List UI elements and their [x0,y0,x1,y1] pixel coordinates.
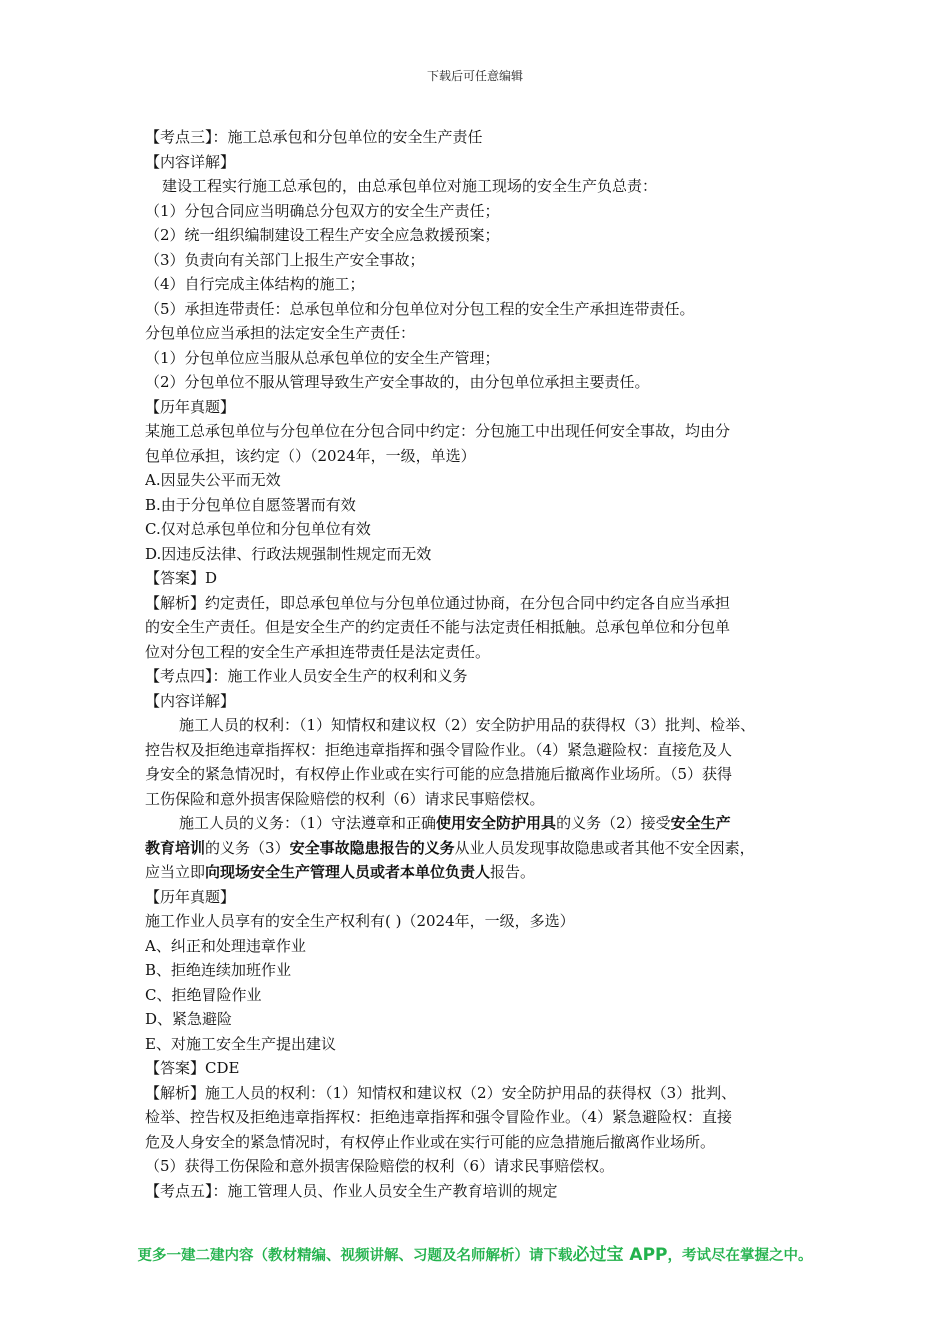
answer-label: 【答案】 [145,569,206,587]
section-title: 【考点四】：施工作业人员安全生产的权利和义务 [145,667,468,685]
list-item: （1）分包合同应当明确总分包双方的安全生产责任； [145,201,500,220]
option: B、拒绝连续加班作业 [145,961,292,979]
paragraph: 建设工程实行施工总承包的，由总承包单位对施工现场的安全生产负总责： [162,177,658,195]
watermark: 下载后可任意编辑 [426,69,523,83]
option: A.因显失公平而无效 [145,471,281,489]
duties-segment: 报告。 [490,863,536,881]
exam-label: 【历年真题】 [145,887,236,906]
analysis-text: 检举、控告权及拒绝违章指挥权：拒绝违章指挥和强令冒险作业。（4）紧急避险权：直接 [145,1108,733,1126]
rights-text: 施工人员的权利：（1）知情权和建议权（2）安全防护用品的获得权（3）批判、检举、 [179,716,756,734]
duties-emphasis: 教育培训 [145,838,206,857]
rights-text: 工伤保险和意外损害保险赔偿的权利（6）请求民事赔偿权。 [145,789,545,808]
paragraph: 分包单位应当承担的法定安全生产责任： [145,324,416,342]
analysis-row [145,591,825,616]
duties-emphasis: 使用安全防护用具 [436,814,557,832]
analysis-label: 【解析】 [145,1083,206,1102]
duties-segment: 施工人员的义务：（1）守法遵章和正确 [179,814,437,832]
footer-text: ，考试尽在掌握之中。 [667,1248,813,1264]
answer-row [145,1056,825,1081]
app-name: 必过宝 APP [572,1245,668,1265]
answer-label: 【答案】 [145,1059,206,1077]
duties-text [145,836,825,861]
option: B.由于分包单位自愿签署而有效 [145,495,356,514]
list-item: （3）负责向有关部门上报生产安全事故； [145,250,425,269]
rights-text: 身安全的紧急情况时，有权停止作业或在实行可能的应急措施后撤离作业场所。（5）获得 [145,765,733,783]
section-title: 【考点三】：施工总承包和分包单位的安全生产责任 [145,128,483,146]
question-text: 包单位承担，该约定（）（2024年，一级，单选） [145,446,476,465]
detail-label: 【内容详解】 [145,152,236,171]
rights-text: 控告权及拒绝违章指挥权：拒绝违章指挥和强令冒险作业。（4）紧急避险权：直接危及人 [145,740,733,759]
duties-emphasis: 安全生产 [670,814,731,832]
option: A、纠正和处理违章作业 [145,936,306,955]
duties-text [145,860,825,885]
analysis-text: 约定责任，即总承包单位与分包单位通过协商，在分包合同中约定各自应当承担 [205,593,731,612]
option: C.仅对总承包单位和分包单位有效 [145,520,371,538]
option: D、紧急避险 [145,1010,233,1028]
duties-segment: 应当立即 [145,863,206,881]
duties-emphasis: 向现场安全生产管理人员或者本单位负责人 [205,863,491,881]
list-item: （1）分包单位应当服从总承包单位的安全生产管理； [145,348,500,367]
answer-value: CDE [205,1059,240,1077]
duties-segment: 从业人员发现事故隐患或者其他不安全因素， [454,838,755,857]
document-body [145,125,825,1203]
question-text: 某施工总承包单位与分包单位在分包合同中约定：分包施工中出现任何安全事故，均由分 [145,422,731,440]
option: C、拒绝冒险作业 [145,985,262,1004]
analysis-text: 施工人员的权利：（1）知情权和建议权（2）安全防护用品的获得权（3）批判、 [205,1083,737,1102]
analysis-text: 位对分包工程的安全生产承担连带责任是法定责任。 [145,642,491,661]
list-item: （2）分包单位不服从管理导致生产安全事故的，由分包单位承担主要责任。 [145,373,650,391]
duties-text [145,811,825,836]
question-text: 施工作业人员享有的安全生产权利有( )（2024年，一级，多选） [145,912,575,930]
list-item: （2）统一组织编制建设工程生产安全应急救援预案； [145,226,500,244]
answer-row [145,566,825,591]
list-item: （5）承担连带责任：总承包单位和分包单位对分包工程的安全生产承担连带责任。 [145,299,695,318]
promo-footer [0,1240,950,1265]
answer-value: D [205,569,218,587]
option: E、对施工安全生产提出建议 [145,1034,336,1053]
detail-label: 【内容详解】 [145,691,236,710]
section-title: 【考点五】：施工管理人员、作业人员安全生产教育培训的规定 [145,1181,558,1200]
analysis-text: 的安全生产责任。但是安全生产的约定责任不能与法定责任相抵触。总承包单位和分包单 [145,618,731,636]
analysis-row [145,1081,825,1106]
duties-segment: 的义务（3） [205,838,290,857]
list-item: （4）自行完成主体结构的施工； [145,275,365,293]
analysis-text: 危及人身安全的紧急情况时，有权停止作业或在实行可能的应急措施后撤离作业场所。 [145,1132,716,1151]
duties-emphasis: 安全事故隐患报告的义务 [289,838,455,857]
duties-segment: 的义务（2）接受 [556,814,671,832]
footer-text: 更多一建二建内容（教材精编、视频讲解、习题及名师解析）请下载 [137,1248,573,1264]
exam-label: 【历年真题】 [145,397,236,416]
analysis-text: （5）获得工伤保险和意外损害保险赔偿的权利（6）请求民事赔偿权。 [145,1157,615,1175]
analysis-label: 【解析】 [145,593,206,612]
option: D.因违反法律、行政法规强制性规定而无效 [145,544,432,563]
